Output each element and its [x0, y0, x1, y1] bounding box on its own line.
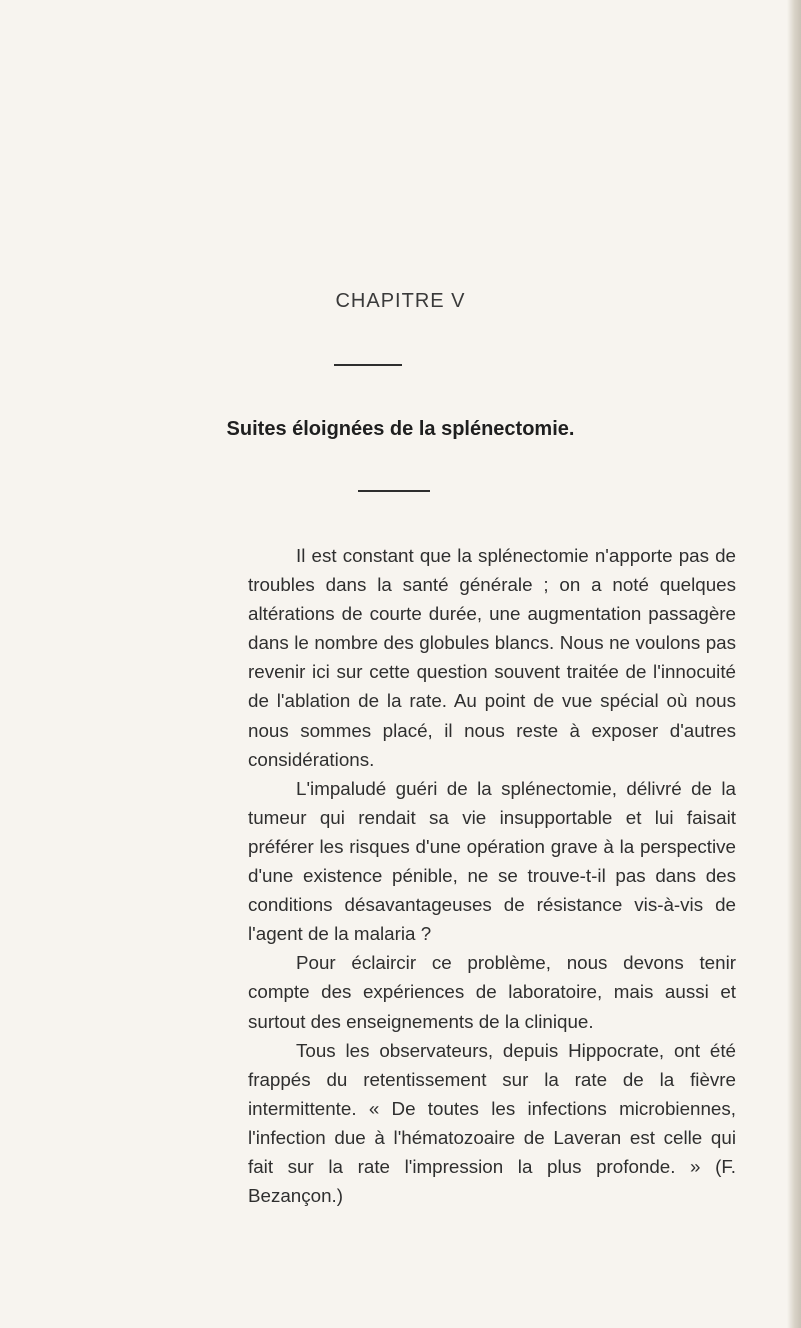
section-title: Suites éloignées de la splénectomie. — [226, 418, 575, 440]
paragraph-4: Tous les observateurs, depuis Hippocrate, ont été frappés du retentissement sur la rate de la fièvre intermittente. « De toutes les infections microbiennes, l'infection due à l'hématozoaire de Laveran est celle qui fait sur la rate l'impression la plus profonde. » (F. Bezançon.) — [248, 1039, 736, 1207]
chapter-heading: CHAPITRE V — [335, 290, 466, 312]
divider-rule-bottom — [358, 490, 430, 492]
page-edge-shadow — [787, 0, 801, 1328]
paragraph-3: Pour éclaircir ce problème, nous devons tenir compte des expériences de laboratoire, mais aussi et surtout des enseignements de la clinique. — [248, 952, 736, 1032]
paragraph-2: L'impaludé guéri de la splénectomie, délivré de la tumeur qui rendait sa vie insupportable et lui faisait préférer les risques d'une opération grave à la perspective d'une existence pénible, ne se trouve-t-il pas dans des conditions désavantageuses de résistance vis-à-vis de l'agent de la malaria ? — [248, 777, 736, 945]
divider-rule-top — [334, 364, 402, 366]
paragraph-1: Il est constant que la splénectomie n'apporte pas de troubles dans la santé générale ; on a noté quelques altérations de courte durée, une augmentation passagère dans le nombre des globules blancs. Nous ne voulons pas revenir ici sur cette question souvent traitée de l'innocuité de l'ablation de la rate. Au point de vue spécial où nous nous sommes placé, il nous reste à exposer d'autres considérations. — [248, 545, 736, 770]
body-text — [248, 541, 736, 1210]
